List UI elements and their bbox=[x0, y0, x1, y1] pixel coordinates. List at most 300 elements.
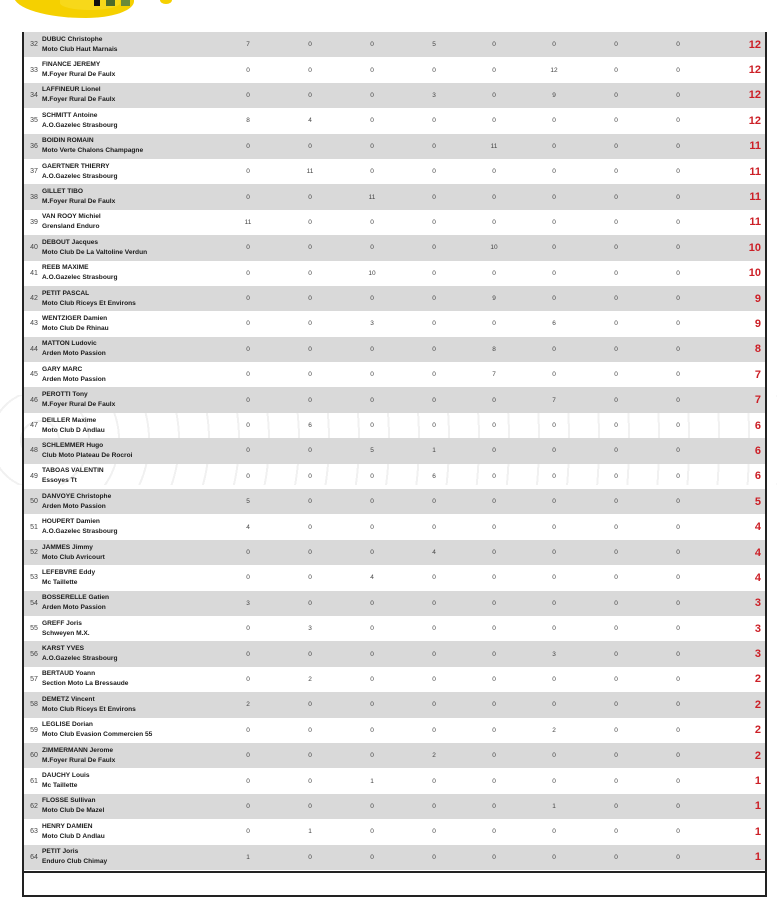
round-1-score: 0 bbox=[246, 396, 250, 404]
rank-position: 38 bbox=[30, 193, 38, 201]
table-row bbox=[24, 362, 765, 387]
round-4-score: 0 bbox=[432, 802, 436, 810]
rider-club: Enduro Club Chimay bbox=[42, 858, 108, 866]
round-6-score: 0 bbox=[552, 41, 556, 49]
round-5-score: 0 bbox=[492, 650, 496, 658]
round-2-score: 0 bbox=[308, 193, 312, 201]
rider-info bbox=[42, 85, 242, 105]
rider-name: VAN ROOY Michiel bbox=[42, 213, 101, 221]
round-6-score: 0 bbox=[552, 523, 556, 531]
table-row bbox=[24, 235, 765, 260]
round-3-score: 0 bbox=[370, 828, 374, 836]
round-1-score: 0 bbox=[246, 549, 250, 556]
round-4-score: 0 bbox=[432, 142, 436, 150]
round-1-score: 1 bbox=[246, 853, 250, 861]
round-7-score: 0 bbox=[614, 523, 618, 531]
round-4-score: 0 bbox=[432, 726, 436, 734]
table-row bbox=[24, 159, 765, 184]
rank-position: 54 bbox=[30, 599, 38, 607]
total-points: 12 bbox=[748, 64, 761, 77]
round-6-score: 0 bbox=[552, 574, 556, 582]
rider-club: Arden Moto Passion bbox=[42, 502, 106, 510]
round-7-score: 0 bbox=[614, 142, 618, 150]
rank-position: 58 bbox=[30, 701, 38, 709]
round-6-score: 0 bbox=[552, 853, 556, 861]
round-5-score: 0 bbox=[492, 726, 496, 734]
rider-info bbox=[42, 543, 242, 563]
round-5-score: 0 bbox=[492, 422, 496, 430]
round-2-score: 0 bbox=[308, 472, 312, 480]
round-2-score: 0 bbox=[308, 269, 312, 277]
rank-position: 39 bbox=[30, 218, 38, 226]
round-5-score: 0 bbox=[492, 853, 496, 861]
rank-position: 40 bbox=[30, 244, 38, 252]
rider-name: LAFFINEUR Lionel bbox=[42, 86, 101, 94]
round-4-score: 0 bbox=[432, 523, 436, 531]
rider-info bbox=[42, 796, 242, 816]
round-7-score: 0 bbox=[614, 701, 618, 709]
rider-club: A.O.Gazelec Strasbourg bbox=[42, 655, 118, 663]
total-points: 3 bbox=[754, 622, 761, 635]
rider-info bbox=[42, 238, 242, 258]
total-points: 11 bbox=[749, 140, 761, 153]
round-4-score: 5 bbox=[432, 41, 436, 49]
rider-info bbox=[42, 187, 242, 207]
round-4-score: 0 bbox=[432, 168, 436, 176]
rider-name: JAMMES Jimmy bbox=[42, 543, 93, 551]
total-points: 6 bbox=[754, 444, 761, 457]
round-7-score: 0 bbox=[614, 726, 618, 734]
round-6-score: 7 bbox=[552, 396, 556, 404]
rider-info bbox=[42, 111, 242, 131]
round-3-score: 0 bbox=[370, 752, 374, 760]
rank-position: 42 bbox=[30, 295, 38, 303]
round-7-score: 0 bbox=[614, 244, 618, 252]
round-3-score: 0 bbox=[370, 218, 374, 226]
round-6-score: 6 bbox=[552, 320, 556, 328]
rank-position: 63 bbox=[30, 828, 38, 836]
round-4-score: 0 bbox=[432, 498, 436, 506]
table-row bbox=[24, 184, 765, 209]
total-points: 4 bbox=[754, 571, 761, 584]
round-2-score: 0 bbox=[308, 523, 312, 531]
round-2-score: 0 bbox=[308, 752, 312, 760]
banner-motorbike-graphic bbox=[94, 0, 154, 6]
round-2-score: 6 bbox=[308, 422, 312, 430]
total-points: 2 bbox=[754, 698, 761, 711]
round-2-score: 0 bbox=[308, 345, 312, 353]
round-6-score: 3 bbox=[552, 650, 556, 658]
round-8-score: 0 bbox=[676, 701, 680, 709]
table-row bbox=[24, 438, 765, 463]
rank-position: 61 bbox=[30, 777, 38, 785]
round-5-score: 0 bbox=[492, 574, 496, 582]
round-3-score: 0 bbox=[370, 853, 374, 861]
round-2-score: 11 bbox=[306, 168, 314, 176]
round-8-score: 0 bbox=[676, 295, 680, 303]
table-row bbox=[24, 514, 765, 539]
round-4-score: 0 bbox=[432, 574, 436, 582]
round-6-score: 0 bbox=[552, 218, 556, 226]
rider-info bbox=[42, 619, 242, 639]
total-points: 12 bbox=[748, 114, 761, 127]
round-7-score: 0 bbox=[614, 447, 618, 455]
round-1-score: 0 bbox=[246, 295, 250, 303]
rider-club: Moto Club Riceys Et Environs bbox=[42, 705, 136, 713]
round-7-score: 0 bbox=[614, 422, 618, 430]
rank-position: 56 bbox=[30, 650, 38, 658]
round-2-score: 0 bbox=[308, 396, 312, 404]
round-3-score: 10 bbox=[368, 269, 376, 277]
round-1-score: 0 bbox=[246, 625, 250, 633]
table-row bbox=[24, 641, 765, 666]
round-8-score: 0 bbox=[676, 396, 680, 404]
rider-club: A.O.Gazelec Strasbourg bbox=[42, 274, 118, 282]
round-4-score: 0 bbox=[432, 218, 436, 226]
table-row bbox=[24, 540, 765, 565]
rank-position: 37 bbox=[30, 168, 38, 176]
round-7-score: 0 bbox=[614, 320, 618, 328]
rank-position: 53 bbox=[30, 574, 38, 582]
round-1-score: 7 bbox=[246, 41, 250, 49]
rider-club: A.O.Gazelec Strasbourg bbox=[42, 172, 118, 180]
round-5-score: 0 bbox=[492, 320, 496, 328]
round-3-score: 0 bbox=[370, 802, 374, 810]
round-5-score: 0 bbox=[492, 802, 496, 810]
round-1-score: 0 bbox=[246, 422, 250, 430]
rank-position: 41 bbox=[30, 269, 38, 277]
round-4-score: 0 bbox=[432, 777, 436, 785]
total-points: 6 bbox=[754, 419, 761, 432]
ranking-table bbox=[22, 32, 767, 897]
round-7-score: 0 bbox=[614, 66, 618, 74]
rider-club: Club Moto Plateau De Rocroi bbox=[42, 451, 133, 459]
round-2-score: 3 bbox=[308, 625, 312, 633]
rank-position: 62 bbox=[30, 802, 38, 810]
table-row bbox=[24, 337, 765, 362]
table-row bbox=[24, 743, 765, 768]
round-5-score: 7 bbox=[492, 371, 496, 379]
rider-info bbox=[42, 339, 242, 359]
rider-club: M.Foyer Rural De Faulx bbox=[42, 96, 116, 104]
round-1-score: 0 bbox=[246, 91, 250, 99]
round-1-score: 4 bbox=[246, 523, 250, 531]
round-7-score: 0 bbox=[614, 396, 618, 404]
rank-position: 59 bbox=[30, 726, 38, 734]
round-5-score: 8 bbox=[492, 345, 496, 353]
total-points: 2 bbox=[754, 724, 761, 737]
round-2-score: 0 bbox=[308, 802, 312, 810]
round-3-score: 0 bbox=[370, 625, 374, 633]
rider-club: M.Foyer Rural De Faulx bbox=[42, 71, 116, 79]
round-8-score: 0 bbox=[676, 66, 680, 74]
round-8-score: 0 bbox=[676, 117, 680, 125]
rider-club: Moto Club De Rhinau bbox=[42, 324, 109, 332]
round-7-score: 0 bbox=[614, 599, 618, 607]
round-8-score: 0 bbox=[676, 828, 680, 836]
rank-position: 51 bbox=[30, 523, 38, 531]
rider-name: DANVOYE Christophe bbox=[42, 492, 112, 500]
rider-club: Essoyes Tt bbox=[42, 477, 77, 485]
round-6-score: 0 bbox=[552, 777, 556, 785]
rider-club: Section Moto La Bressaude bbox=[42, 680, 129, 688]
round-2-score: 1 bbox=[308, 828, 312, 836]
total-points: 1 bbox=[754, 800, 761, 813]
rider-name: MATTON Ludovic bbox=[42, 340, 97, 348]
round-5-score: 0 bbox=[492, 269, 496, 277]
round-5-score: 0 bbox=[492, 91, 496, 99]
table-row bbox=[24, 819, 765, 844]
rank-position: 50 bbox=[30, 498, 38, 506]
round-1-score: 0 bbox=[246, 777, 250, 785]
total-points: 10 bbox=[748, 241, 761, 254]
table-row bbox=[24, 464, 765, 489]
round-8-score: 0 bbox=[676, 91, 680, 99]
round-7-score: 0 bbox=[614, 168, 618, 176]
round-7-score: 0 bbox=[614, 802, 618, 810]
rider-info bbox=[42, 162, 242, 182]
round-8-score: 0 bbox=[676, 523, 680, 531]
rider-name: GAERTNER THIERRY bbox=[42, 162, 110, 170]
round-3-score: 0 bbox=[370, 66, 374, 74]
round-7-score: 0 bbox=[614, 625, 618, 633]
round-2-score: 0 bbox=[308, 853, 312, 861]
rank-position: 55 bbox=[30, 625, 38, 633]
rider-club: Moto Club Haut Marnais bbox=[42, 45, 118, 53]
round-6-score: 0 bbox=[552, 295, 556, 303]
round-4-score: 0 bbox=[432, 320, 436, 328]
round-1-score: 0 bbox=[246, 802, 250, 810]
rider-name: SCHLEMMER Hugo bbox=[42, 441, 104, 449]
round-1-score: 0 bbox=[246, 574, 250, 582]
rider-info bbox=[42, 746, 242, 766]
rider-club: A.O.Gazelec Strasbourg bbox=[42, 121, 118, 129]
rider-club: Moto Club Riceys Et Environs bbox=[42, 299, 136, 307]
round-2-score: 0 bbox=[308, 41, 312, 49]
rider-club: M.Foyer Rural De Faulx bbox=[42, 401, 116, 409]
round-2-score: 0 bbox=[308, 701, 312, 709]
total-points: 1 bbox=[754, 775, 761, 788]
rider-name: GARY MARC bbox=[42, 365, 83, 373]
round-7-score: 0 bbox=[614, 295, 618, 303]
rider-club: M.Foyer Rural De Faulx bbox=[42, 756, 116, 764]
round-3-score: 0 bbox=[370, 345, 374, 353]
table-row bbox=[24, 210, 765, 235]
rider-name: HENRY DAMIEN bbox=[42, 822, 93, 830]
table-row bbox=[24, 565, 765, 590]
round-8-score: 0 bbox=[676, 853, 680, 861]
round-2-score: 0 bbox=[308, 218, 312, 226]
round-2-score: 4 bbox=[308, 117, 312, 125]
rank-position: 47 bbox=[30, 422, 38, 430]
round-8-score: 0 bbox=[676, 244, 680, 252]
round-2-score: 0 bbox=[308, 142, 312, 150]
table-row bbox=[24, 667, 765, 692]
round-8-score: 0 bbox=[676, 650, 680, 658]
rider-info bbox=[42, 314, 242, 334]
round-3-score: 0 bbox=[370, 650, 374, 658]
table-row bbox=[24, 768, 765, 793]
round-3-score: 0 bbox=[370, 295, 374, 303]
rank-position: 33 bbox=[30, 66, 38, 74]
round-8-score: 0 bbox=[676, 345, 680, 353]
total-points: 7 bbox=[754, 394, 761, 407]
rider-info bbox=[42, 669, 242, 689]
round-3-score: 0 bbox=[370, 523, 374, 531]
rider-club: M.Foyer Rural De Faulx bbox=[42, 198, 116, 206]
round-5-score: 0 bbox=[492, 498, 496, 506]
round-5-score: 0 bbox=[492, 777, 496, 785]
round-8-score: 0 bbox=[676, 752, 680, 760]
rider-club: Moto Club D Andlau bbox=[42, 426, 105, 434]
round-7-score: 0 bbox=[614, 777, 618, 785]
round-8-score: 0 bbox=[676, 320, 680, 328]
round-1-score: 0 bbox=[246, 269, 250, 277]
round-3-score: 0 bbox=[370, 142, 374, 150]
rider-info bbox=[42, 822, 242, 842]
round-8-score: 0 bbox=[676, 675, 680, 683]
round-2-score: 0 bbox=[308, 549, 312, 556]
round-7-score: 0 bbox=[614, 498, 618, 506]
round-8-score: 0 bbox=[676, 498, 680, 506]
round-3-score: 0 bbox=[370, 41, 374, 49]
rider-info bbox=[42, 60, 242, 80]
round-4-score: 0 bbox=[432, 396, 436, 404]
rank-position: 45 bbox=[30, 371, 38, 379]
round-8-score: 0 bbox=[676, 574, 680, 582]
round-4-score: 0 bbox=[432, 244, 436, 252]
round-3-score: 0 bbox=[370, 244, 374, 252]
round-4-score: 0 bbox=[432, 66, 436, 74]
round-1-score: 8 bbox=[246, 117, 250, 125]
round-7-score: 0 bbox=[614, 117, 618, 125]
rider-info bbox=[42, 644, 242, 664]
round-6-score: 0 bbox=[552, 625, 556, 633]
rider-info bbox=[42, 441, 242, 461]
round-6-score: 12 bbox=[550, 66, 558, 74]
round-4-score: 1 bbox=[432, 447, 436, 455]
rider-name: DUBUC Christophe bbox=[42, 35, 103, 43]
round-5-score: 0 bbox=[492, 472, 496, 480]
round-6-score: 9 bbox=[552, 91, 556, 99]
round-8-score: 0 bbox=[676, 599, 680, 607]
total-points: 8 bbox=[754, 343, 761, 356]
round-2-score: 0 bbox=[308, 91, 312, 99]
table-row bbox=[24, 286, 765, 311]
round-3-score: 0 bbox=[370, 422, 374, 430]
rank-position: 64 bbox=[30, 853, 38, 861]
round-1-score: 0 bbox=[246, 447, 250, 455]
round-6-score: 0 bbox=[552, 549, 556, 556]
rider-name: DEMETZ Vincent bbox=[42, 695, 95, 703]
round-2-score: 0 bbox=[308, 498, 312, 506]
round-5-score: 0 bbox=[492, 675, 496, 683]
total-points: 3 bbox=[754, 597, 761, 610]
rank-position: 46 bbox=[30, 396, 38, 404]
round-8-score: 0 bbox=[676, 193, 680, 201]
round-1-score: 0 bbox=[246, 650, 250, 658]
round-7-score: 0 bbox=[614, 345, 618, 353]
rider-name: DEILLER Maxime bbox=[42, 416, 97, 424]
round-3-score: 0 bbox=[370, 498, 374, 506]
table-row bbox=[24, 718, 765, 743]
rider-info bbox=[42, 416, 242, 436]
rider-name: TABOAS VALENTIN bbox=[42, 467, 104, 475]
round-1-score: 11 bbox=[244, 218, 252, 226]
rider-club: Moto Club D Andlau bbox=[42, 832, 105, 840]
round-3-score: 0 bbox=[370, 472, 374, 480]
round-8-score: 0 bbox=[676, 802, 680, 810]
round-7-score: 0 bbox=[614, 371, 618, 379]
round-8-score: 0 bbox=[676, 269, 680, 277]
round-4-score: 0 bbox=[432, 701, 436, 709]
rider-info bbox=[42, 136, 242, 156]
round-1-score: 0 bbox=[246, 244, 250, 252]
round-7-score: 0 bbox=[614, 41, 618, 49]
round-6-score: 0 bbox=[552, 498, 556, 506]
rider-info bbox=[42, 568, 242, 588]
round-8-score: 0 bbox=[676, 549, 680, 556]
round-4-score: 3 bbox=[432, 91, 436, 99]
rider-name: HOUPERT Damien bbox=[42, 518, 100, 526]
rider-info bbox=[42, 847, 242, 867]
round-4-score: 0 bbox=[432, 371, 436, 379]
round-1-score: 0 bbox=[246, 726, 250, 734]
round-4-score: 6 bbox=[432, 472, 436, 480]
round-3-score: 0 bbox=[370, 117, 374, 125]
rider-info bbox=[42, 517, 242, 537]
total-points: 9 bbox=[754, 292, 761, 305]
table-row bbox=[24, 692, 765, 717]
rider-name: WENTZIGER Damien bbox=[42, 314, 108, 322]
round-1-score: 3 bbox=[246, 599, 250, 607]
table-row bbox=[24, 311, 765, 336]
round-5-score: 0 bbox=[492, 168, 496, 176]
round-2-score: 0 bbox=[308, 599, 312, 607]
table-row bbox=[24, 591, 765, 616]
round-6-score: 0 bbox=[552, 675, 556, 683]
total-points: 2 bbox=[754, 749, 761, 762]
table-row bbox=[24, 489, 765, 514]
round-7-score: 0 bbox=[614, 828, 618, 836]
round-2-score: 0 bbox=[308, 66, 312, 74]
round-6-score: 2 bbox=[552, 726, 556, 734]
round-6-score: 1 bbox=[552, 802, 556, 810]
rider-name: PETIT PASCAL bbox=[42, 289, 90, 297]
round-3-score: 0 bbox=[370, 549, 374, 556]
round-8-score: 0 bbox=[676, 41, 680, 49]
round-8-score: 0 bbox=[676, 625, 680, 633]
rider-club: Arden Moto Passion bbox=[42, 350, 106, 358]
rider-club: Grensland Enduro bbox=[42, 223, 100, 231]
round-4-score: 0 bbox=[432, 625, 436, 633]
round-2-score: 0 bbox=[308, 447, 312, 455]
round-5-score: 0 bbox=[492, 193, 496, 201]
round-5-score: 0 bbox=[492, 599, 496, 607]
round-4-score: 0 bbox=[432, 422, 436, 430]
total-points: 5 bbox=[754, 495, 761, 508]
rider-info bbox=[42, 466, 242, 486]
round-3-score: 0 bbox=[370, 396, 374, 404]
round-7-score: 0 bbox=[614, 675, 618, 683]
round-2-score: 0 bbox=[308, 726, 312, 734]
round-4-score: 0 bbox=[432, 117, 436, 125]
round-6-score: 0 bbox=[552, 142, 556, 150]
rider-info bbox=[42, 390, 242, 410]
round-7-score: 0 bbox=[614, 752, 618, 760]
rider-club: Moto Verte Chalons Champagne bbox=[42, 147, 144, 155]
round-6-score: 0 bbox=[552, 269, 556, 277]
